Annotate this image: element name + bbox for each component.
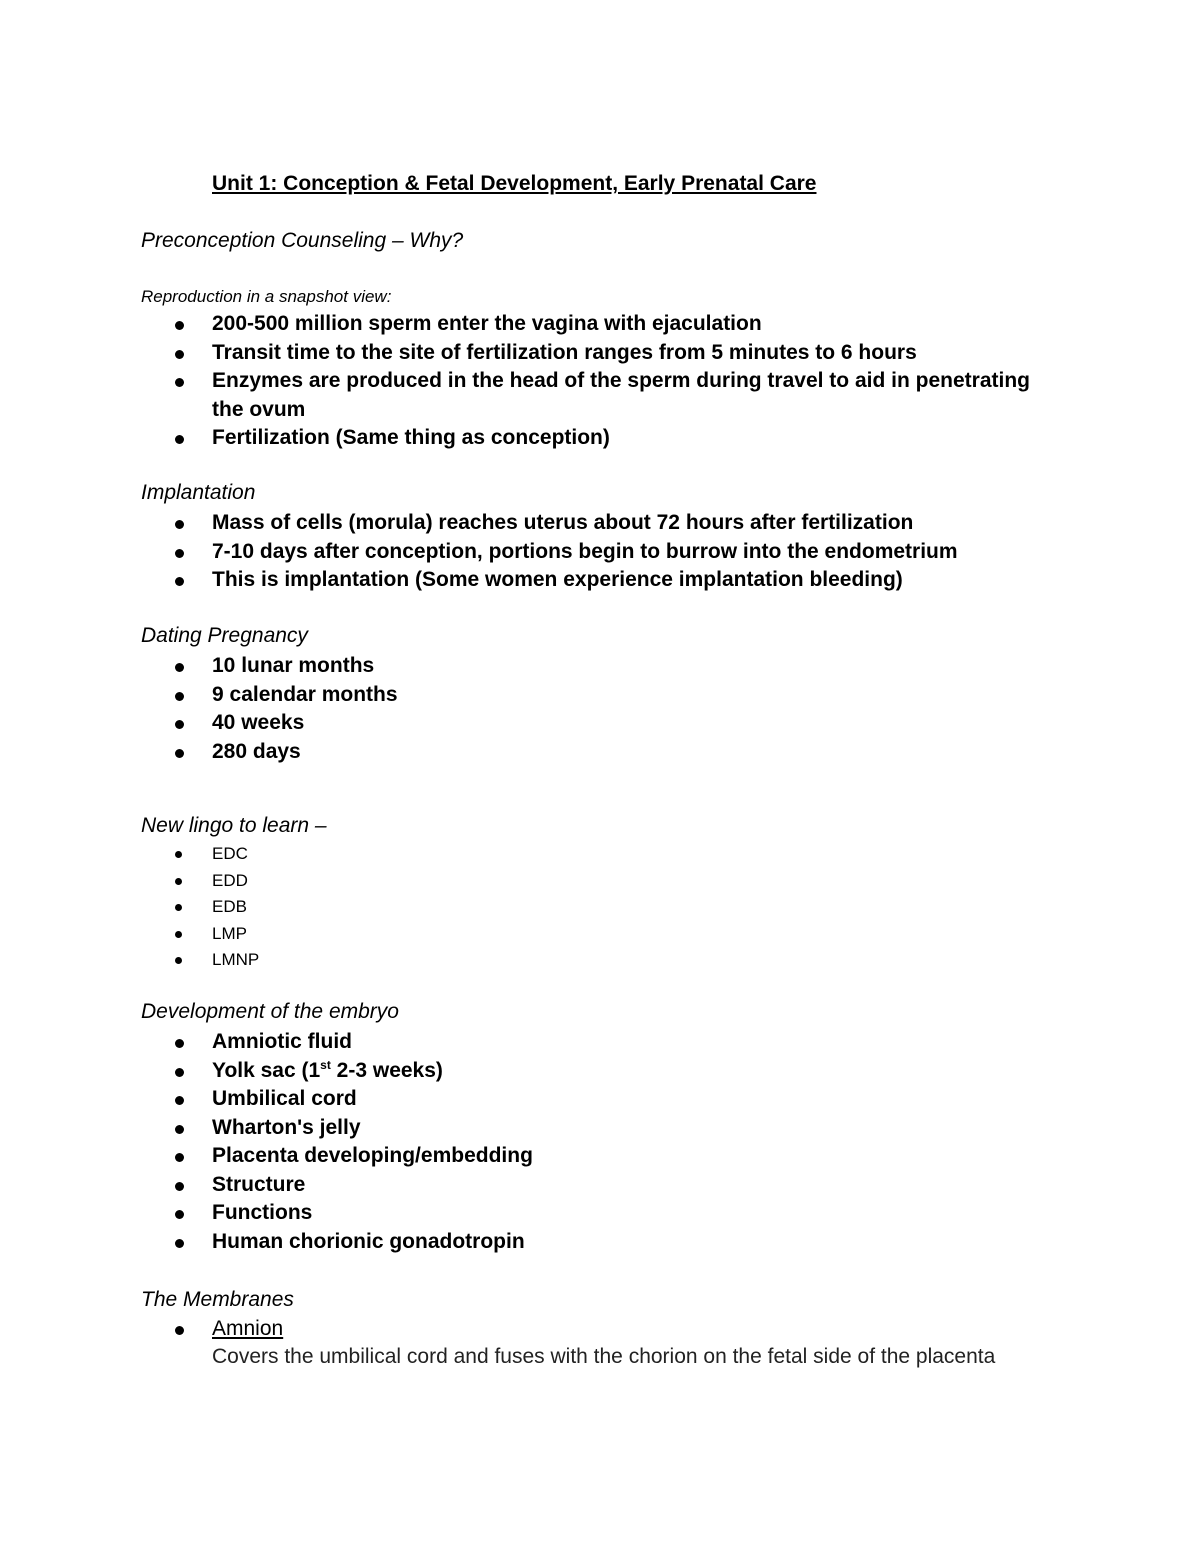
list-item: Placenta developing/embedding	[0, 1142, 533, 1171]
list-item: Yolk sac (1st 2-3 weeks)	[0, 1057, 533, 1086]
embryo-list	[0, 1028, 533, 1256]
list-item: EDD	[0, 868, 259, 895]
bullet-icon	[175, 435, 184, 444]
list-item: EDB	[0, 894, 259, 921]
embryo-heading: Development of the embryo	[141, 1000, 399, 1023]
list-item: LMP	[0, 921, 259, 948]
bullet-icon	[175, 851, 182, 858]
list-item: Transit time to the site of fertilization ranges from 5 minutes to 6 hours	[0, 339, 1052, 368]
list-item	[0, 1315, 283, 1344]
bullet-icon	[175, 1039, 184, 1048]
list-item: Functions	[0, 1199, 533, 1228]
list-item: LMNP	[0, 947, 259, 974]
list-item: Human chorionic gonadotropin	[0, 1228, 533, 1257]
bullet-icon	[175, 1326, 184, 1335]
list-item: Mass of cells (morula) reaches uterus about 72 hours after fertilization	[0, 509, 958, 538]
bullet-icon	[175, 1068, 184, 1077]
bullet-icon	[175, 577, 184, 586]
bullet-icon	[175, 321, 184, 330]
bullet-icon	[175, 720, 184, 729]
lingo-heading: New lingo to learn –	[141, 814, 327, 837]
list-item: 10 lunar months	[0, 652, 398, 681]
list-item: 40 weeks	[0, 709, 398, 738]
list-item: Amniotic fluid	[0, 1028, 533, 1057]
lingo-list	[0, 841, 259, 974]
list-item: 280 days	[0, 738, 398, 767]
list-item: Umbilical cord	[0, 1085, 533, 1114]
list-item: Fertilization (Same thing as conception)	[0, 424, 1052, 453]
bullet-icon	[175, 1210, 184, 1219]
bullet-icon	[175, 878, 182, 885]
bullet-icon	[175, 1125, 184, 1134]
list-item: Structure	[0, 1171, 533, 1200]
dating-heading: Dating Pregnancy	[141, 624, 308, 647]
reproduction-list	[0, 310, 1052, 453]
bullet-icon	[175, 1153, 184, 1162]
bullet-icon	[175, 957, 182, 964]
list-item: This is implantation (Some women experience implantation bleeding)	[0, 566, 958, 595]
list-item: 7-10 days after conception, portions begin to burrow into the endometrium	[0, 538, 958, 567]
bullet-icon	[175, 520, 184, 529]
bullet-icon	[175, 904, 182, 911]
list-item: EDC	[0, 841, 259, 868]
membranes-heading: The Membranes	[141, 1288, 294, 1311]
amnion-title: Amnion	[212, 1317, 284, 1340]
bullet-icon	[175, 663, 184, 672]
reproduction-heading: Reproduction in a snapshot view:	[141, 287, 392, 306]
list-item: 9 calendar months	[0, 681, 398, 710]
bullet-icon	[175, 350, 184, 359]
dating-list	[0, 652, 398, 766]
bullet-icon	[175, 1239, 184, 1248]
implantation-heading: Implantation	[141, 481, 256, 504]
amnion-description: Covers the umbilical cord and fuses with the chorion on the fetal side of the placenta	[212, 1345, 996, 1368]
implantation-list	[0, 509, 958, 595]
bullet-icon	[175, 749, 184, 758]
bullet-icon	[175, 378, 184, 387]
list-item: Wharton's jelly	[0, 1114, 533, 1143]
bullet-icon	[175, 1096, 184, 1105]
membranes-list	[0, 1315, 283, 1344]
list-item: 200-500 million sperm enter the vagina with ejaculation	[0, 310, 1052, 339]
bullet-icon	[175, 692, 184, 701]
preconception-heading: Preconception Counseling – Why?	[141, 229, 464, 252]
page-title: Unit 1: Conception & Fetal Development, Early Prenatal Care	[212, 172, 817, 195]
list-item: Enzymes are produced in the head of the sperm during travel to aid in penetrating the ovum	[0, 367, 1052, 424]
bullet-icon	[175, 931, 182, 938]
bullet-icon	[175, 549, 184, 558]
bullet-icon	[175, 1182, 184, 1191]
